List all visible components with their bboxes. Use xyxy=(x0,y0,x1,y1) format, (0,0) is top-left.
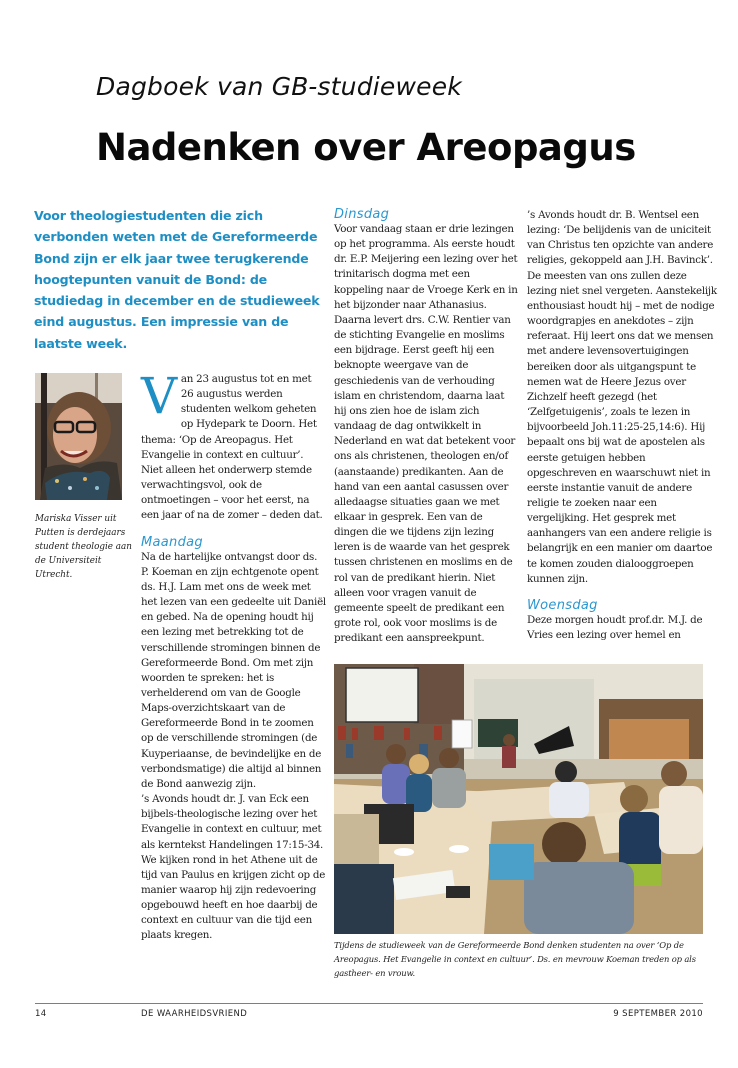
issue-date: 9 SEPTEMBER 2010 xyxy=(613,1009,703,1019)
intro-paragraph xyxy=(141,367,326,524)
section-heading-dinsdag: Dinsdag xyxy=(334,207,390,222)
author-portrait-photo xyxy=(35,373,122,500)
article-title: Nadenken over Areopagus xyxy=(96,126,636,169)
section-heading-maandag: Maandag xyxy=(141,534,203,550)
paragraph: Voor vandaag staan er drie lezingen op het programma. Als eerste houdt dr. E.P. Meijering een lezing over het trinitarisch dogma met een koppeling naar de Vroege Kerk en in het bijzonder naar Athanasius. Daarna levert drs. C.W. Rentier van de stichting Evangelie en moslims een bijdrage. Eerst geeft hij een beknopte weergave van de geschiedenis van de verhouding islam en christendom, daarna laat hij ons zien hoe de islam zich vandaag de dag ontwikkelt in Nederland en wat dat betekent voor ons als christenen, theologen en/of (aanstaande) predikanten. Aan de hand van een aantal casussen over alledaagse situaties gaan we met elkaar in gesprek. Een van de dingen die we tijdens zijn lezing leren is de waarde van het gesprek tussen christenen en moslims en de rol van de predikant hierin. Niet alleen voor vragen vanuit de gemeente speelt de predikant een grote rol, ook voor moslims is de predikant een aanspreekpunt. xyxy=(334,223,518,645)
classroom-photo-icon xyxy=(334,664,703,934)
article-column-3 xyxy=(527,208,717,643)
footer-rule xyxy=(35,1003,703,1004)
paragraph: Deze morgen houdt prof.dr. M.J. de Vries een lezing over hemel en xyxy=(527,613,703,642)
paragraph: ’s Avonds houdt dr. J. van Eck een bijbels-theologische lezing over het Evangelie in context en cultuur, met als kerntekst Handelingen 17:15-34. We kijken rond in het Athene uit de tijd van Paulus en krijgen zicht op de manier waarop hij zijn redevoering opgebouwd heeft en hoe daarbij de context en cultuur van die tijd een plaats kregen. xyxy=(141,793,326,942)
magazine-name: DE WAARHEIDSVRIEND xyxy=(141,1009,248,1019)
article-kicker: Dagboek van GB-studieweek xyxy=(96,72,462,101)
drop-cap: V xyxy=(141,367,177,425)
section-heading-woensdag: Woensdag xyxy=(527,597,598,613)
photo-caption: Tijdens de studieweek van de Gereformeerde Bond denken studenten na over ‘Op de Areopagus. Het Evangelie in context en cultuur’. Ds. en mevrouw Koeman treden op als gastheer- en vrouw. xyxy=(334,940,696,978)
article-column-2 xyxy=(334,208,519,646)
classroom-photo xyxy=(334,664,703,934)
portrait-photo-icon xyxy=(35,373,122,500)
author-caption: Mariska Visser uit Putten is derdejaars student theologie aan de Universiteit Utrecht. xyxy=(35,514,132,580)
article-lead: Voor theologiestudenten die zich verbonden weten met de Gereformeerde Bond zijn er elk jaar twee terugkerende hoogtepunten vanuit de Bond: de studiedag in december en de studieweek eind augustus. Een impressie van de laatste week. xyxy=(34,208,320,351)
intro-text: an 23 augustus tot en met 26 augustus werden studenten welkom geheten op Hydepark te Doorn. Het thema: ‘Op de Areopagus. Het Evangelie in context en cultuur’. Niet alleen het onderwerp stemde verwachtingsvol, ook de ontmoetingen – voor het eerst, na een jaar of na de zomer – deden dat. xyxy=(141,373,323,522)
page-number: 14 xyxy=(35,1009,47,1019)
paragraph: ’s Avonds houdt dr. B. Wentsel een lezing: ‘De belijdenis van de uniciteit van Christus ten opzichte van andere religies, gekoppeld aan J.H. Bavinck’. De meesten van ons zullen deze lezing niet snel vergeten. Aanstekelijk enthousiast houdt hij – met de nodige woordgrapjes en anekdotes – zijn referaat. Hij leert ons dat we mensen met andere levensovertuigingen bereiken door als uitgangspunt te nemen wat de Heere Jezus over Zichzelf heeft gezegd (het ‘Zelfgetuigenis’, zoals te lezen in bijvoorbeeld Joh.11:25-25,14:6). Hij bepaalt ons bij wat de apostelen als eerste getuigen hebben opgeschreven en waarschuwt niet in eerste instantie vanuit de andere religie te zoeken naar een vergelijking. Het gesprek met aanhangers van een andere religie is belangrijk en een manier om daartoe te komen zouden dialooggroepen kunnen zijn. xyxy=(527,209,717,585)
article-column-1 xyxy=(141,367,326,944)
paragraph: Na de hartelijke ontvangst door ds. P. Koeman en zijn echtgenote opent ds. H.J. Lam met ons de week met het lezen van een gedeelte uit Daniël en gebed. Na de opening houdt hij een lezing met betrekking tot de verschillende stromingen binnen de Gereformeerde Bond. Om met zijn woorden te spreken: het is verhelderend om van de Google Maps-overzichtskaart van de Gereformeerde Bond in te zoomen op de verschillende stromingen (de Kuyperiaanse, de bevindelijke en de verbondsmatige) die altijd al binnen de Bond aanwezig zijn. xyxy=(141,550,326,790)
